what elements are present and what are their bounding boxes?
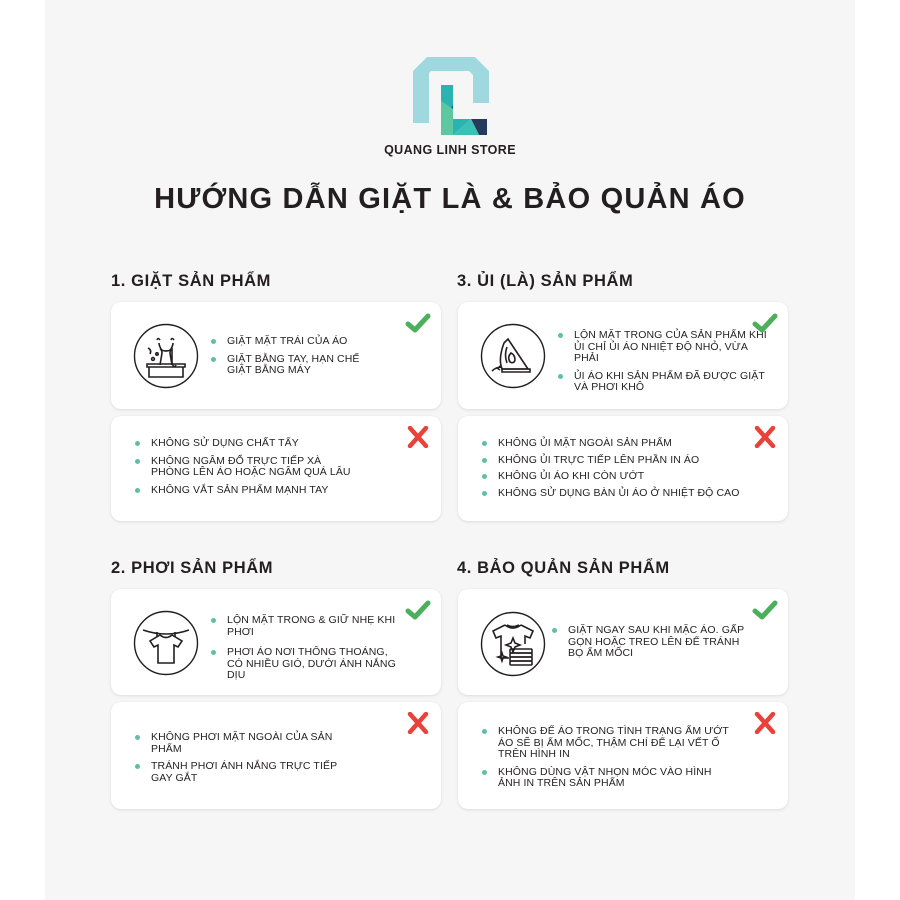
section-title-wash: 1. GIẶT SẢN PHẨM	[111, 272, 271, 290]
do-item: LỘN MẶT TRONG & GIỮ NHẸ KHI PHƠI	[211, 615, 406, 638]
do-item: GIẶT NGAY SAU KHI MẶC ÁO. GẤP GỌN HOẶC TREO LÊN ĐỂ TRÁNH BỌ ẨM MỐCI	[552, 625, 752, 660]
cross-icon	[752, 426, 778, 448]
do-item: GIẶT MẶT TRÁI CỦA ÁO	[211, 336, 386, 348]
dont-item: KHÔNG SỬ DỤNG BÀN ỦI ÁO Ở NHIỆT ĐỘ CAO	[482, 488, 752, 500]
section-title-dry: 2. PHƠI SẢN PHẨM	[111, 559, 274, 577]
card-iron-dont	[458, 416, 788, 521]
brand-name: QUANG LINH STORE	[384, 143, 516, 157]
iron-icon	[480, 323, 546, 389]
dont-item: KHÔNG VẮT SẢN PHẨM MẠNH TAY	[135, 485, 360, 497]
dont-item: KHÔNG DÙNG VẬT NHỌN MÓC VÀO HÌNH ẢNH IN TRÊN SẢN PHẨM	[482, 767, 732, 790]
checkmark-icon	[752, 312, 778, 334]
page-title: HƯỚNG DẪN GIẶT LÀ & BẢO QUẢN ÁO	[154, 183, 746, 215]
card-store-do	[458, 589, 788, 695]
checkmark-icon	[405, 312, 431, 334]
do-item: GIẶT BẰNG TAY, HẠN CHẾ GIẶT BẰNG MÁY	[211, 354, 386, 377]
dont-item: TRÁNH PHƠI ÁNH NẮNG TRỰC TIẾP GAY GẮT	[135, 761, 355, 784]
card-dry-do	[111, 589, 441, 695]
clean-folded-clothes-icon	[480, 611, 546, 677]
card-store-dont	[458, 702, 788, 809]
dont-item: KHÔNG PHƠI MẶT NGOÀI CỦA SẢN PHẨM	[135, 732, 355, 755]
cross-icon	[405, 712, 431, 734]
washing-basin-icon	[133, 323, 199, 389]
dont-item: KHÔNG NGÂM ĐỔ TRỰC TIẾP XÀ PHÒNG LÊN ÁO HOẶC NGÂM QUÁ LÂU	[135, 456, 360, 479]
checkmark-icon	[405, 599, 431, 621]
shirt-on-line-icon	[133, 610, 199, 676]
dont-item: KHÔNG ỦI TRỰC TIẾP LÊN PHẦN IN ÁO	[482, 455, 752, 467]
do-item: ỦI ÁO KHI SẢN PHẨM ĐÃ ĐƯỢC GIẶT VÀ PHƠI KHÔ	[558, 371, 768, 394]
cross-icon	[405, 426, 431, 448]
section-title-store: 4. BẢO QUẢN SẢN PHẨM	[457, 559, 670, 577]
quang-linh-logo-icon	[413, 57, 489, 137]
checkmark-icon	[752, 599, 778, 621]
cross-icon	[752, 712, 778, 734]
card-iron-do	[458, 302, 788, 409]
dont-item: KHÔNG SỬ DỤNG CHẤT TẨY	[135, 438, 360, 450]
section-title-iron: 3. ỦI (LÀ) SẢN PHẨM	[457, 272, 634, 290]
card-wash-dont	[111, 416, 441, 521]
dont-item: KHÔNG ỦI ÁO KHI CÒN ƯỚT	[482, 471, 752, 483]
dont-item: KHÔNG ĐỂ ÁO TRONG TÌNH TRẠNG ẨM ƯỚT ÁO SẼ BỊ ẨM MỐC, THẬM CHÍ ĐỂ LẠI VẾT Ố TRÊN HÌNH IN	[482, 726, 732, 761]
card-dry-dont	[111, 702, 441, 809]
do-item: PHƠI ÁO NƠI THÔNG THOÁNG, CÓ NHIỀU GIÓ, DƯỚI ÁNH NẮNG DỊU	[211, 647, 406, 682]
do-item: LỘN MẶT TRONG CỦA SẢN PHẨM KHI ỦI CHỈ ỦI ÁO NHIỆT ĐỘ NHỎ, VỪA PHẢI	[558, 330, 768, 365]
card-wash-do	[111, 302, 441, 409]
dont-item: KHÔNG ỦI MẶT NGOÀI SẢN PHẨM	[482, 438, 752, 450]
